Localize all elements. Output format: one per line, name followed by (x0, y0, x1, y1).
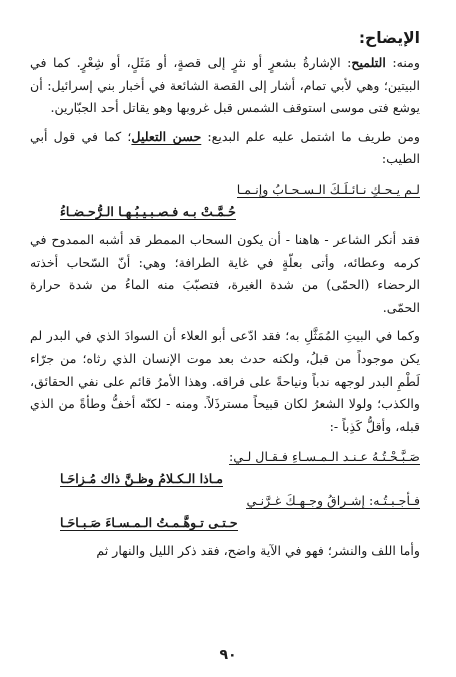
term-talmih: التلميح (351, 55, 386, 70)
paragraph-talmih (30, 52, 420, 120)
verse-line: فـأجـبـتُـه: إشـراقُ وجـهـكَ غـرَّنـي (246, 493, 420, 509)
verse-line: لـم يـحـكِ نـائـلَـكَ الـسـحـابُ وإنـمـا (236, 181, 420, 197)
verse-line: مـاذا الـكـلامُ وظـنَّ ذاك مُـزاحَـا (60, 471, 223, 487)
paragraph-explanation: فقد أنكر الشاعر - هاهنا - أن يكون السحاب الممطر قد أشبه الممدوح في كرمه وعطائه، وأتى بعلّةٍ في غاية الطرافة؛ وهي: أنّ السّحاب أخذته الرحضاء (الحمّى) من شدة الغيرة، فتصبّبَ منه الماءُ من شدة حرارة الحمّى. (30, 231, 420, 315)
section-heading: الإيضاح: (358, 29, 420, 47)
paragraph-text-after: ؛ كما في قول أبي الطيب: (30, 128, 420, 167)
paragraph-lead: ومنه: (385, 55, 420, 70)
paragraph-text: : الإشارةُ بشعرٍ أو نثرٍ إلى قصةٍ، أو مَثَلٍ، أو شِعْرٍ. كما في البيتين؛ وهي لأبي تمام، أشار إلى القصة الشائعة في أخبار بني إسرائيل: أن يوشع فتى موسى استوقف الشمس قبل غروبها وهو يقاتل أحد الجبّارين. (30, 55, 420, 116)
verse-line: صَـبَّـحْـتُـهُ عـنـد الـمـسـاءِ فـقـال لـي: (229, 449, 420, 465)
page-number: ٩٠ (219, 647, 237, 663)
paragraph-husn-taalil (30, 126, 420, 171)
verse-abu-tayyib (30, 179, 420, 223)
verse-sabbahtuhu (30, 446, 420, 534)
term-husn-taalil: حسن التعليل (131, 128, 202, 144)
paragraph-laff-nashr: وأما اللف والنشر؛ فهو في الآية واضح، فقد ذكر الليل والنهار ثم (96, 543, 420, 559)
paragraph-text-before: ومن طريف ما اشتمل عليه علم البديع: (201, 128, 421, 144)
verse-line: حـتـى تـوهَّـمـتُ الـمـسـاءَ صَـبـاحَـا (60, 515, 238, 531)
paragraph-abu-alaa: وكما في البيتِ المُمَثَّلِ به؛ فقد ادّعى أبو العلاء أن السوادَ الذي في البدر لم يكن موجوداً من قبلُ، ولكنه حدث بعد موت الإنسان الذي رثاه؛ من جرّاء لَطْمِ البدر لوجهه ندباً ونياحةً على فراقه. وهذا الأمرُ قائم على نفي الحقائق، والكذب؛ ولولا الشعرُ لكان قبيحاً مسترذَلاً. ومنه - لكنّه أخفُّ وطأةً من الذي قبله، وأقلُّ كَذِباً -: (30, 328, 420, 434)
verse-line: حُـمَّـتْ بـه فـصـبـيـبُـهـا الـرُّحـضـاءُ (60, 203, 236, 219)
